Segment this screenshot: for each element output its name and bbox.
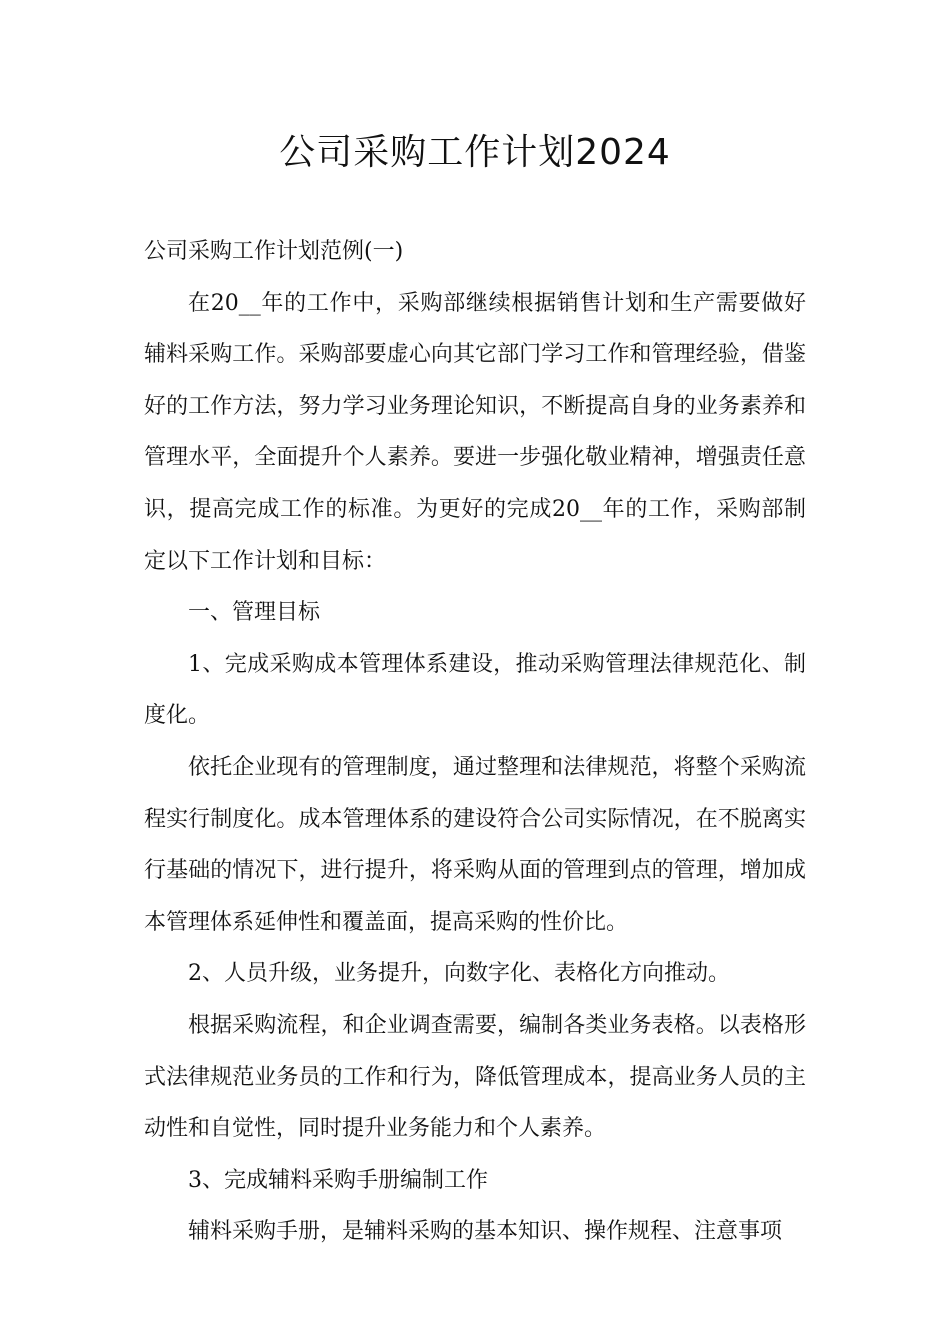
document-title: 公司采购工作计划2024: [279, 132, 671, 173]
paragraph: 根据采购流程，和企业调查需要，编制各类业务表格。以表格形式法律规范业务员的工作和行为，降低管理成本，提高业务人员的主动性和自觉性，同时提升业务能力和个人素养。: [144, 1012, 806, 1142]
paragraph: 在20__年的工作中，采购部继续根据销售计划和生产需要做好辅料采购工作。采购部要虚心向其它部门学习工作和管理经验，借鉴好的工作方法，努力学习业务理论知识，不断提高自身的业务素养和管理水平，全面提升个人素养。要进一步强化敬业精神，增强责任意识，提高完成工作的标准。为更好的完成20__年的工作，采购部制定以下工作计划和目标：: [144, 290, 806, 574]
paragraph: 依托企业现有的管理制度，通过整理和法律规范，将整个采购流程实行制度化。成本管理体系的建设符合公司实际情况，在不脱离实行基础的情况下，进行提升，将采购从面的管理到点的管理，增加成本管理体系延伸性和覆盖面，提高采购的性价比。: [144, 754, 806, 935]
paragraph: 2、人员升级，业务提升，向数字化、表格化方向推动。: [188, 961, 730, 987]
paragraph: 一、管理目标: [188, 600, 321, 626]
document-body: [144, 226, 806, 1258]
paragraph: 公司采购工作计划范例(一): [144, 239, 404, 264]
paragraph: 3、完成辅料采购手册编制工作: [188, 1167, 488, 1193]
paragraph: 1、完成采购成本管理体系建设，推动采购管理法律规范化、制度化。: [144, 651, 806, 729]
paragraph: 辅料采购手册，是辅料采购的基本知识、操作规程、注意事项: [188, 1219, 783, 1245]
